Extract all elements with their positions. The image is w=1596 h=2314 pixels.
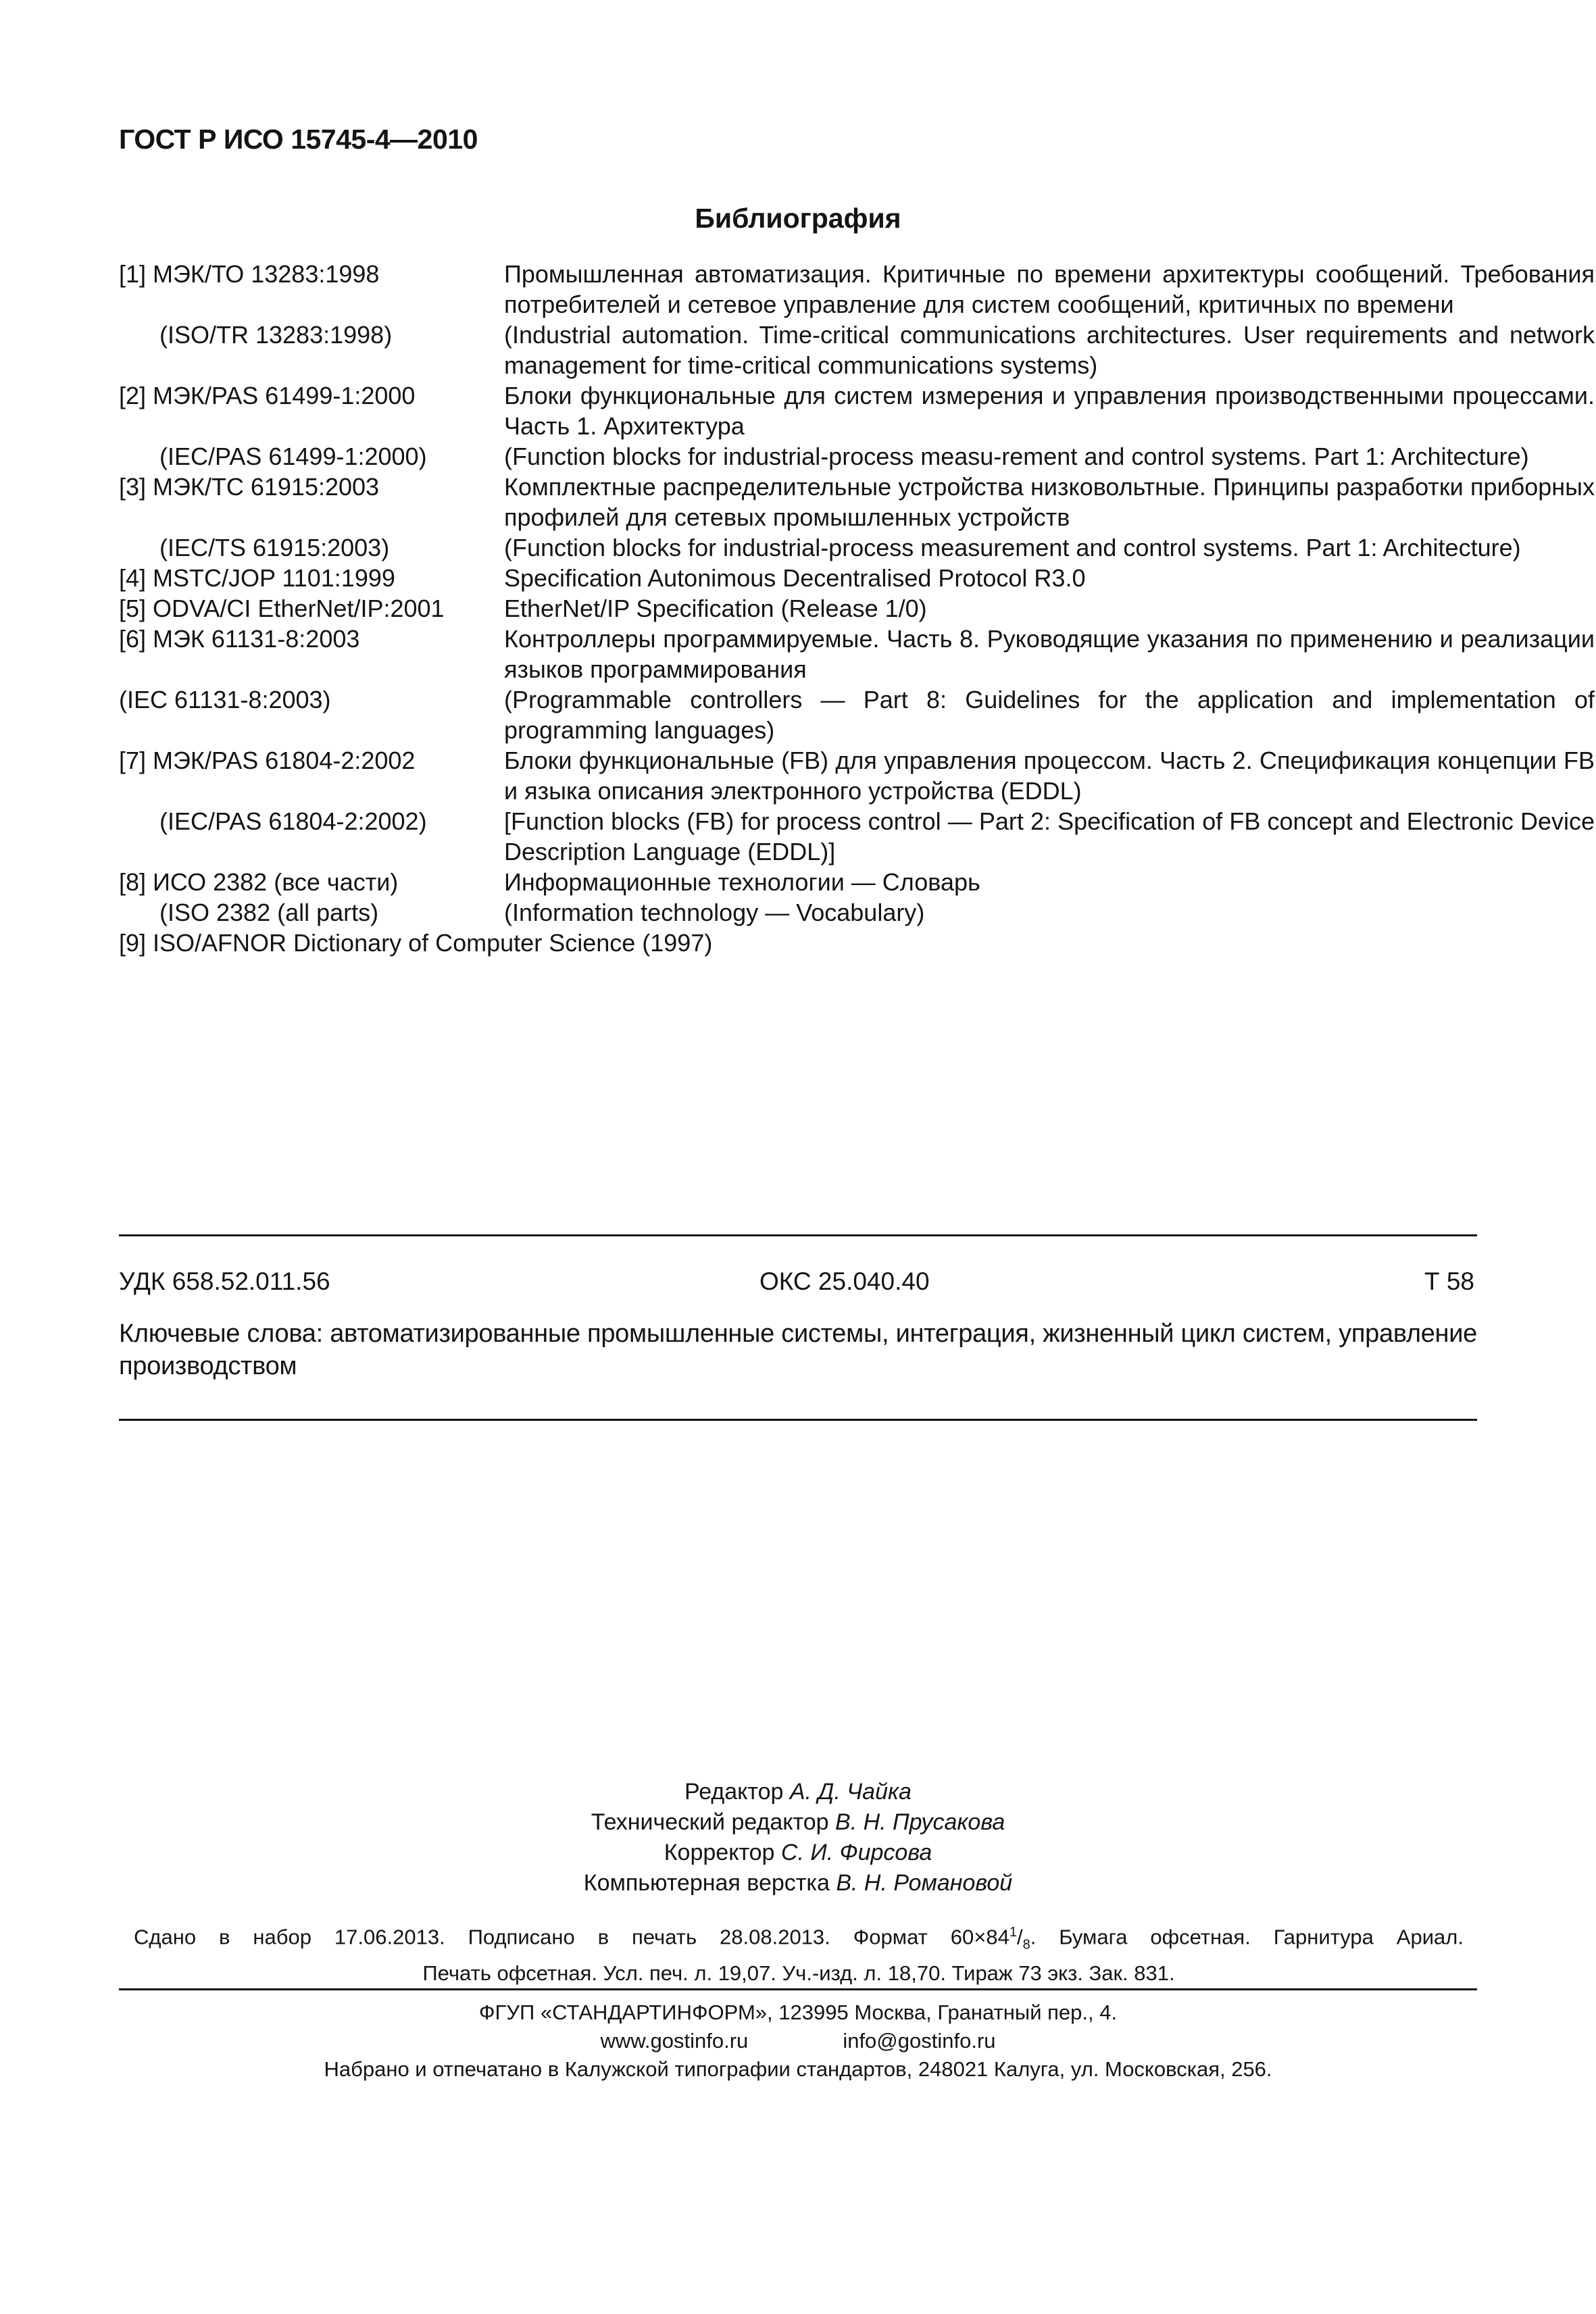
bibliography-description: Блоки функциональные для систем измерения и управления производственными процессами. Часть 1. Архитектура (504, 382, 1595, 440)
bibliography-description: (Programmable controllers — Part 8: Guidelines for the application and implementation of programming languages) (504, 686, 1595, 744)
layout-line: Компьютерная верстка В. Н. Романовой (583, 1870, 1013, 1896)
format-sub: 8 (1022, 1937, 1030, 1953)
bibliography-reference: (ISO 2382 (all parts) (159, 899, 379, 926)
bibliography-description: (Function blocks for industrial-process measurement and control systems. Part 1: Architecture) (504, 534, 1521, 561)
editor-name: А. Д. Чайка (789, 1779, 912, 1805)
bibliography-description: [Function blocks (FB) for process control — Part 2: Specification of FB concept and Electronic Device Description Language (EDDL)] (504, 807, 1595, 865)
corrector-line: Корректор С. И. Фирсова (664, 1840, 932, 1865)
bibliography-reference: (IEC/PAS 61804-2:2002) (159, 807, 427, 835)
layout-name: В. Н. Романовой (836, 1870, 1013, 1896)
bibliography-description: (Function blocks for industrial-process measu-rement and control systems. Part 1: Architecture) (504, 443, 1529, 470)
bibliography-reference: [6] МЭК 61131-8:2003 (119, 625, 360, 653)
bibliography-description: Информационные технологии — Словарь (504, 868, 980, 896)
bibliography-reference: [1] МЭК/ТО 13283:1998 (119, 260, 380, 288)
bibliography-reference: [2] МЭК/PAS 61499-1:2000 (119, 382, 416, 409)
publisher-contacts (0, 2027, 1596, 2055)
bibliography-title: Библиография (695, 203, 901, 234)
keywords: Ключевые слова: автоматизированные промышленные системы, интеграция, жизненный цикл систем, управление производством (119, 1319, 1477, 1380)
bibliography-entry (119, 593, 1477, 624)
divider-middle (119, 1419, 1477, 1421)
bibliography-entry (119, 320, 1595, 380)
bibliography-entry (119, 380, 1595, 441)
bibliography-reference: [8] ИСО 2382 (все части) (119, 868, 399, 896)
bibliography-description: Specification Autonimous Decentralised Protocol R3.0 (504, 564, 1086, 592)
publication-line-1: Сдано в набор 17.06.2013. Подписано в печать 28.08.2013. Формат $60\times 84^1/_8$. Бумага офсетная. Гарнитура Ариал. (134, 1925, 1464, 1953)
bibliography-entry (119, 867, 1477, 897)
bibliography-description: (Industrial automation. Time-critical communications architectures. User requirements and network management for time-critical communications systems) (504, 321, 1595, 379)
divider-bottom (119, 1988, 1477, 1990)
bibliography-entry (119, 624, 1595, 684)
bibliography-description: Блоки функциональные (FB) для управления процессом. Часть 2. Спецификация концепции FB и языка описания электронного устройства (EDDL) (504, 747, 1595, 805)
editor-line: Редактор А. Д. Чайка (684, 1779, 912, 1805)
bibliography-entry (119, 928, 1477, 958)
bibliography-entry (119, 532, 1521, 563)
bibliography-description: Контроллеры программируемые. Часть 8. Руководящие указания по применению и реализации языков программирования (504, 625, 1595, 683)
udk-code: УДК 658.52.011.56 (119, 1267, 330, 1295)
website-link[interactable]: www.gostinfo.ru (600, 2029, 749, 2053)
tech-editor-name: В. Н. Прусакова (835, 1809, 1005, 1835)
bibliography-description: EtherNet/IP Specification (Release 1/0) (504, 595, 927, 622)
bibliography-reference: [4] MSTC/JOP 1101:1999 (119, 564, 395, 592)
bibliography-reference: [5] ODVA/CI EtherNet/IP:2001 (119, 595, 445, 622)
bibliography-entry (119, 472, 1595, 532)
bibliography-list (119, 259, 1595, 958)
bibliography-entry (119, 684, 1595, 745)
publication-line-2: Печать офсетная. Усл. печ. л. 19,07. Уч.-изд. л. 18,70. Тираж 73 экз. Зак. 831. (422, 1961, 1175, 1985)
printer-info: Набрано и отпечатано в Калужской типографии стандартов, 248021 Калуга, ул. Московская, 256. (324, 2057, 1272, 2081)
classification-line (119, 1267, 1477, 1301)
bibliography-description: Комплектные распределительные устройства низковольтные. Принципы разработки приборных профилей для сетевых промышленных устройств (504, 473, 1595, 531)
bibliography-reference: [7] МЭК/PAS 61804-2:2002 (119, 747, 416, 774)
bibliography-entry (119, 745, 1595, 806)
format-sup: 1 (1009, 1925, 1017, 1940)
bibliography-reference: [9] ISO/AFNOR Dictionary of Computer Science (1997) (119, 929, 713, 957)
staff-credits (0, 1777, 1596, 1898)
corrector-name: С. И. Фирсова (780, 1840, 932, 1865)
bibliography-entry (119, 563, 1477, 593)
publisher-address: ФГУП «СТАНДАРТИНФОРМ», 123995 Москва, Гранатный пер., 4. (478, 2001, 1118, 2024)
publisher-footer (0, 1998, 1596, 2084)
bibliography-description: (Information technology — Vocabulary) (504, 899, 925, 926)
bibliography-description: Промышленная автоматизация. Критичные по времени архитектуры сообщений. Требования потребителей и сетевое управление для систем сообщений, критичных по времени (504, 260, 1595, 318)
bibliography-entry (119, 441, 1529, 472)
oks-code: ОКС 25.040.40 (759, 1267, 930, 1295)
bibliography-entry (119, 806, 1595, 867)
bibliography-reference: (IEC 61131-8:2003) (119, 686, 331, 713)
document-header-standard: ГОСТ Р ИСО 15745-4—2010 (119, 124, 478, 155)
bibliography-reference: [3] МЭК/ТС 61915:2003 (119, 473, 380, 501)
bibliography-reference: (IEC/PAS 61499-1:2000) (159, 443, 427, 470)
email-link[interactable]: info@gostinfo.ru (843, 2029, 996, 2053)
bibliography-reference: (ISO/TR 13283:1998) (159, 321, 393, 349)
tech-editor-line: Технический редактор В. Н. Прусакова (591, 1809, 1005, 1835)
bibliography-reference: (IEC/TS 61915:2003) (159, 534, 390, 561)
t-code: Т 58 (1424, 1267, 1474, 1295)
publication-info (134, 1918, 1464, 1988)
bibliography-entry (119, 259, 1595, 320)
bibliography-entry (119, 897, 1477, 928)
divider-top (119, 1234, 1477, 1236)
